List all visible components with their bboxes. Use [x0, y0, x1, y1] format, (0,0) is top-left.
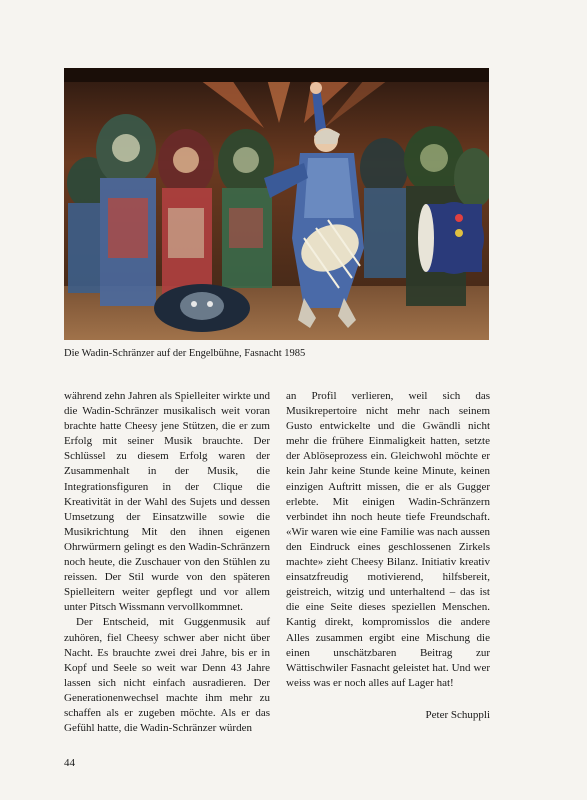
author-name: Peter Schuppli	[425, 709, 490, 721]
paragraph: während zehn Jahren als Spielleiter wirkte und die Wadin-Schränzer musikalisch weit voran brachte hatte Cheesy jene Stützen, die er zum Erfolg mit seiner Musik brauchte. Der Schlüssel zu diesem Erfolg waren der Zusammenhalt in der Musik, die Integrationsfiguren in der Clique die Kreativität in der Wahl des Sujets und dessen Umsetzung der Einsatzwille sowie die Musikrichtung Mit den ihnen eigenen Ohrwürmern gelingt es den Wadin-Schränzern noch heute, die Zuschauer von den Stühlen zu reissen. Der Stil wurde von den späteren Spielleitern weiter gepflegt und vor allem unter Pitsch Wissmann vervollkommnet.	[64, 390, 270, 614]
text-column-right	[286, 389, 490, 691]
paragraph: an Profil verlieren, weil sich das Musikrepertoire nicht mehr nach seinem Gusto entwickelte und die Gwändli nicht mehr die frühere Einmaligkeit hatten, setzte der Ablöseprozess ein. Gleichwohl möchte er kein Jahr keine Stunde keine Minute, keinen einzigen Auftritt missen, die er als Gugger erlebte. Mit einigen Wadin-Schränzern verbindet ihn noch heute tiefe Freundschaft. «Wir waren wie eine Familie was nach aussen den Eindruck eines geschlossenen Zirkels machte» zieht Cheesy Bilanz. Initiativ kreativ einsatzfreudig motivierend, hilfsbereit, geistreich, witzig und unterhaltend – das ist die eine Seite dieses speziellen Menschen. Kantig direkt, kompromisslos die andere Alles zusammen ergibt eine Mischung die einen unschätzbaren Beitrag zur Wättischwiler Fasnacht geleistet hat. Und wer weiss was er noch alles auf Lager hat!	[286, 390, 490, 689]
carnival-photo-illustration	[64, 68, 489, 340]
paragraph: Der Entscheid, mit Guggenmusik auf zuhören, fiel Cheesy schwer aber nicht über Nacht. Es brauchte zwei drei Jahre, bis er in Kopf und Seele so weit war Denn 43 Jahre lassen sich nicht einfach ausradieren. Der Generationenwechsel machte ihm mehr zu schaffen als er zugeben möchte. Als er das Gefühl hatte, die Wadin-Schränzer würden	[64, 616, 270, 735]
text-column-left	[64, 389, 270, 736]
photo-caption: Die Wadin-Schränzer auf der Engelbühne, Fasnacht 1985	[64, 348, 306, 359]
carnival-photo	[64, 68, 489, 340]
page-number: 44	[64, 757, 75, 769]
